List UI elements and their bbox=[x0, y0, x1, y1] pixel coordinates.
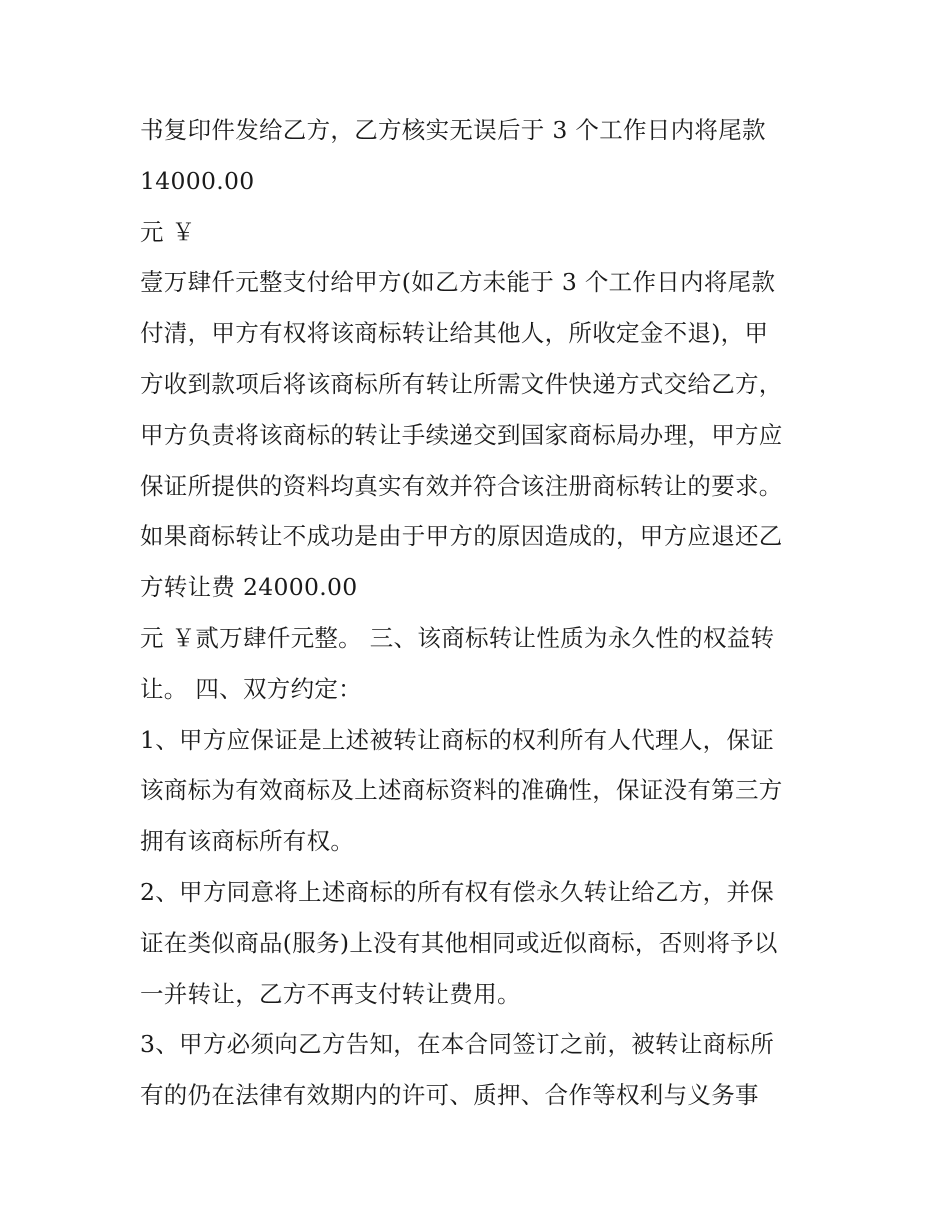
text-line: 付清，甲方有权将该商标转让给其他人，所收定金不退)，甲 bbox=[140, 319, 769, 348]
text-line: 书复印件发给乙方，乙方核实无误后于 3 个工作日内将尾款 bbox=[140, 116, 766, 144]
text-line: 如果商标转让不成功是由于甲方的原因造成的，甲方应退还乙 bbox=[140, 522, 783, 551]
text-line: 有的仍在法律有效期内的许可、质押、合作等权利与义务事 bbox=[140, 1081, 759, 1110]
text-line: 保证所提供的资料均真实有效并符合该注册商标转让的要求。 bbox=[140, 471, 783, 500]
text-line: 14000.00 bbox=[140, 166, 255, 195]
text-line: 元 ￥ bbox=[140, 217, 196, 246]
text-line: 证在类似商品(服务)上没有其他相同或近似商标，否则将予以 bbox=[140, 928, 778, 957]
text-line: 让。 四、双方约定： bbox=[140, 674, 362, 703]
clause-2-line: 2、甲方同意将上述商标的所有权有偿永久转让给乙方，并保 bbox=[140, 877, 775, 906]
text-line: 元 ￥贰万肆仟元整。 三、该商标转让性质为永久性的权益转 bbox=[140, 623, 775, 652]
text-line: 方转让费 24000.00 bbox=[140, 573, 358, 602]
clause-1-line: 1、甲方应保证是上述被转让商标的权利所有人代理人，保证 bbox=[140, 725, 775, 754]
clause-3-line: 3、甲方必须向乙方告知，在本合同签订之前，被转让商标所 bbox=[140, 1030, 775, 1059]
text-line: 该商标为有效商标及上述商标资料的准确性，保证没有第三方 bbox=[140, 776, 783, 805]
text-line: 甲方负责将该商标的转让手续递交到国家商标局办理，甲方应 bbox=[140, 420, 783, 449]
contract-text-block bbox=[140, 105, 830, 1121]
text-line: 壹万肆仟元整支付给甲方(如乙方未能于 3 个工作日内将尾款 bbox=[140, 268, 776, 297]
text-line: 拥有该商标所有权。 bbox=[140, 827, 355, 856]
text-line: 一并转让，乙方不再支付转让费用。 bbox=[140, 979, 521, 1008]
text-line: 方收到款项后将该商标所有转让所需文件快递方式交给乙方， bbox=[140, 369, 783, 398]
